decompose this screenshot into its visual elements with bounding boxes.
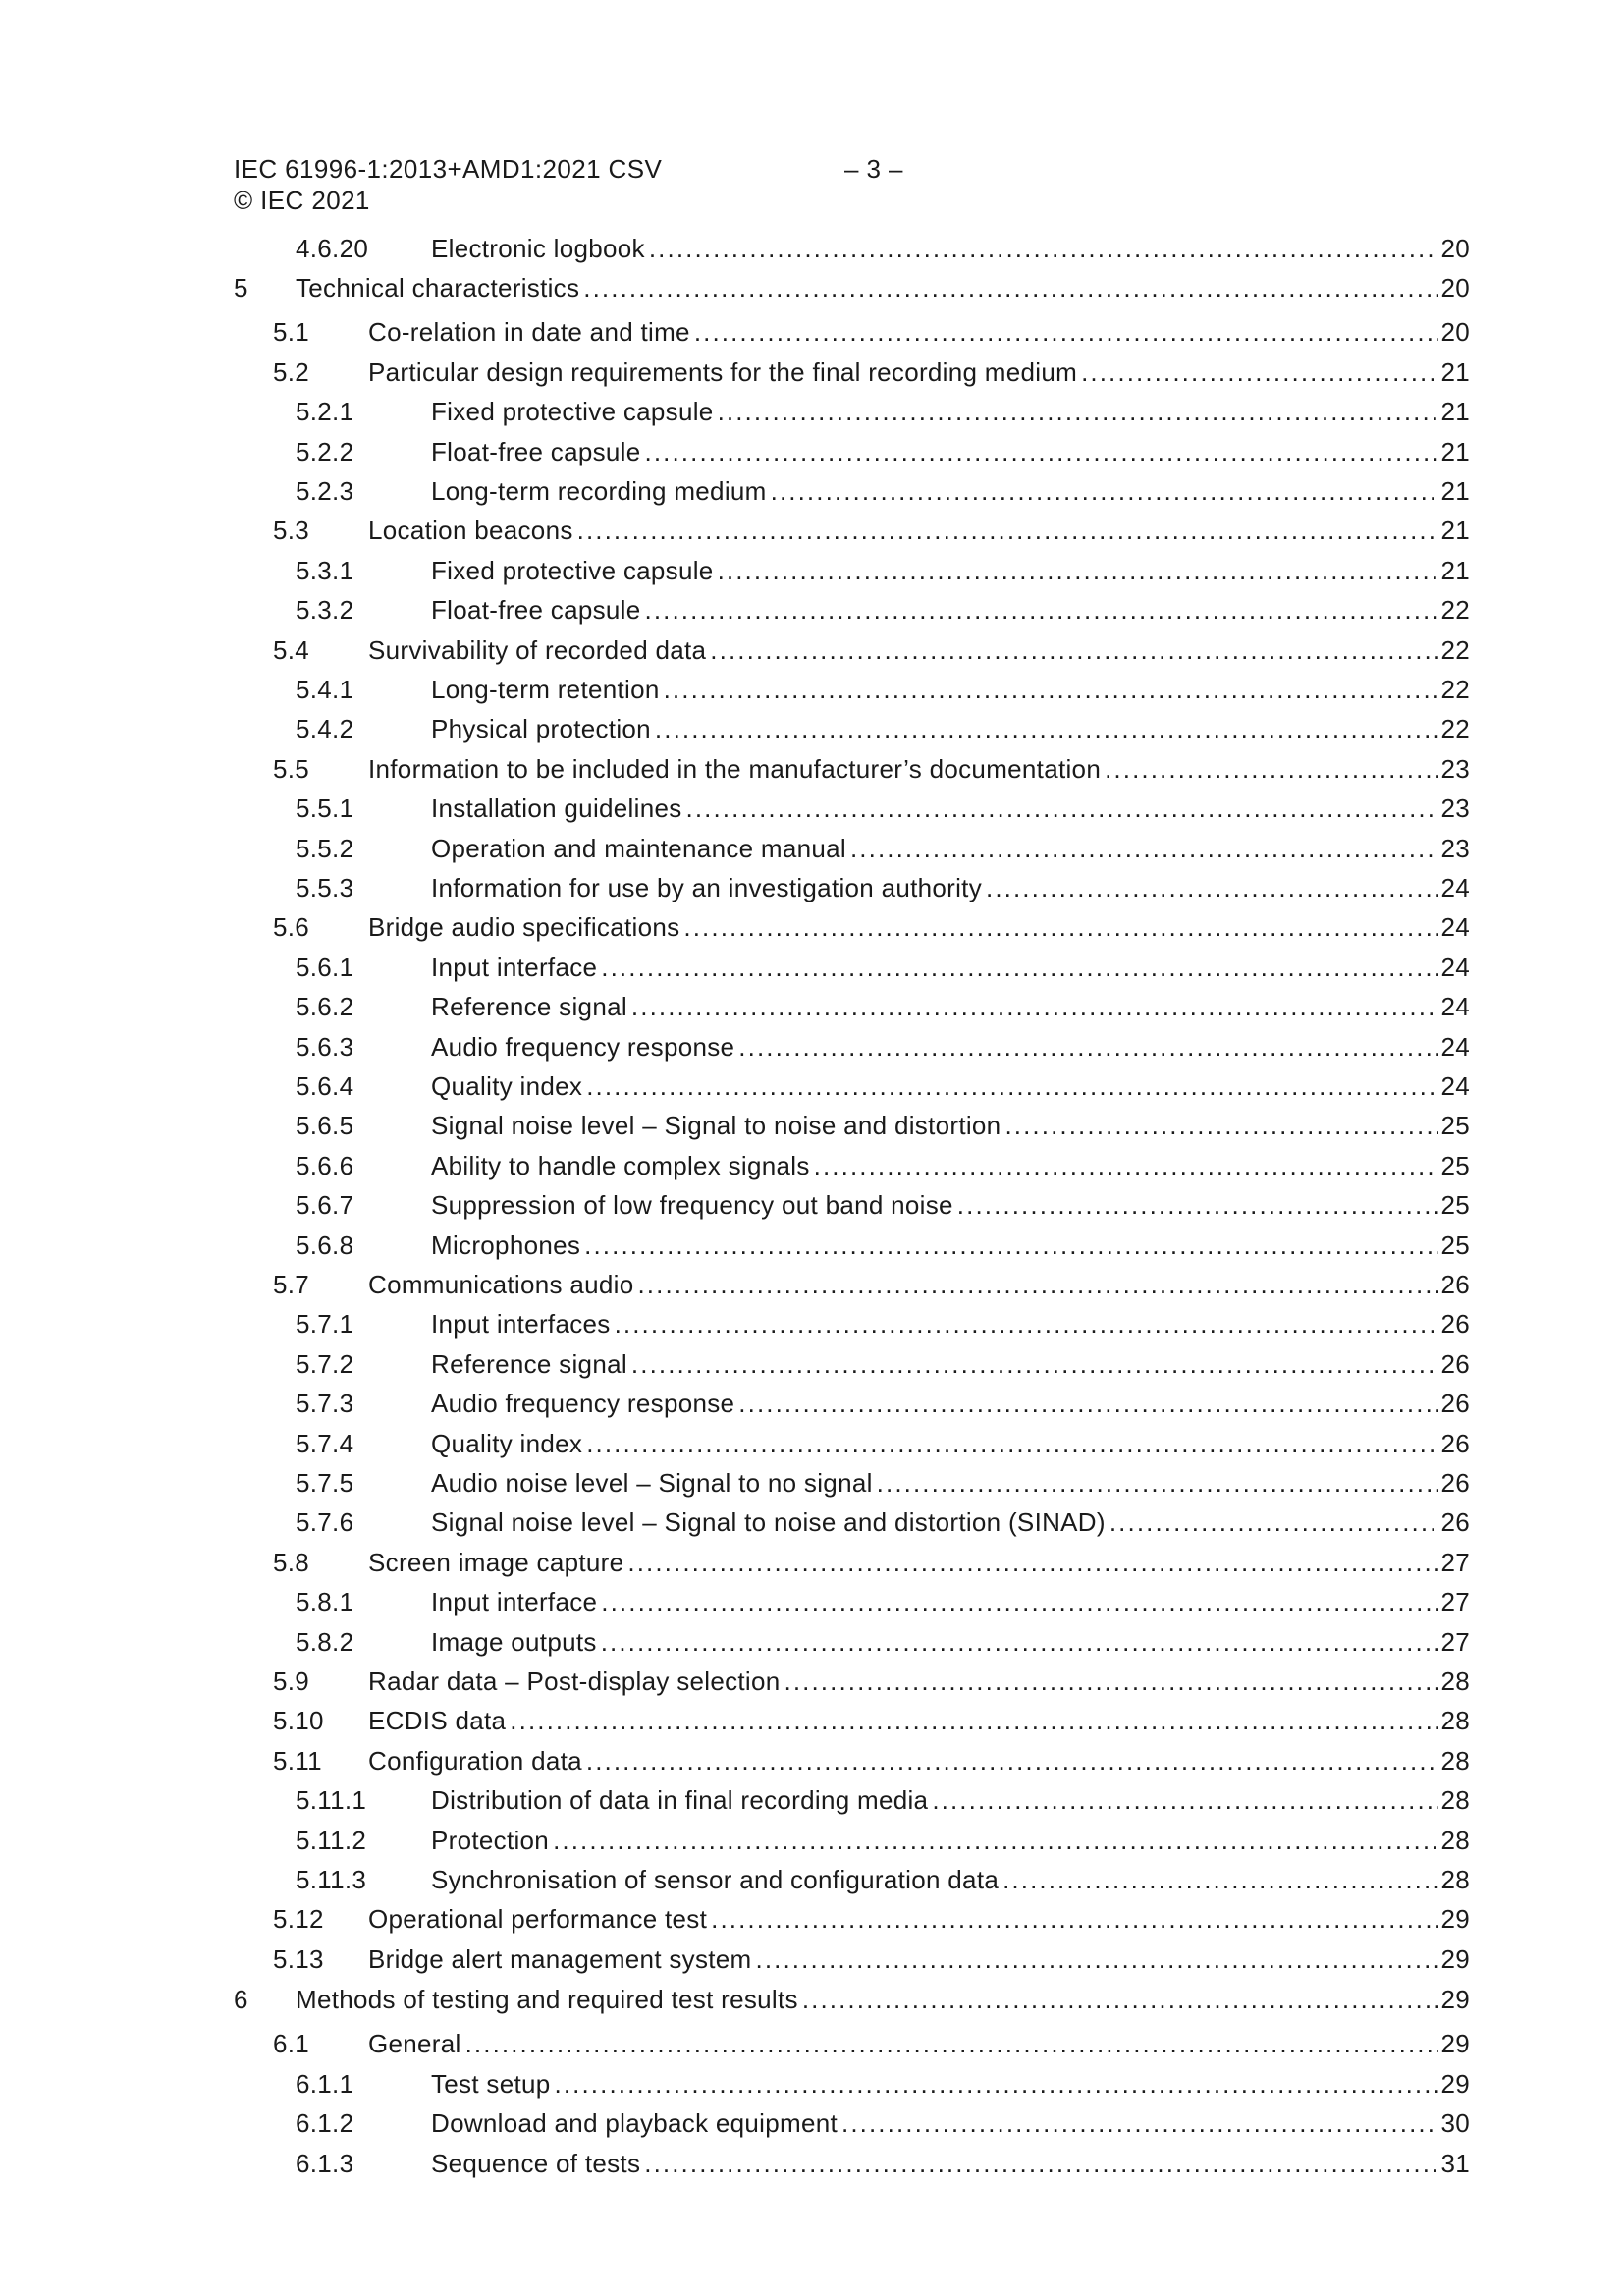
toc-entry-page: 24 xyxy=(1440,952,1470,982)
dot-leader xyxy=(577,511,1439,550)
toc-entry-page: 27 xyxy=(1440,1587,1470,1617)
toc-entry-number: 5 xyxy=(234,273,248,303)
toc-entry-number: 5.2.1 xyxy=(296,397,354,427)
toc-entry-title: Bridge audio specifications xyxy=(368,912,680,943)
toc-entry-line xyxy=(296,1980,1470,2019)
toc-entry-number: 5.2.3 xyxy=(296,476,354,506)
toc-entry-page: 20 xyxy=(1440,317,1470,348)
toc-entry-line xyxy=(431,1146,1470,1185)
toc-entry-line xyxy=(368,1662,1470,1701)
dot-leader xyxy=(694,312,1439,352)
dot-leader xyxy=(738,1384,1438,1423)
toc-entry-page: 26 xyxy=(1440,1309,1470,1339)
dot-leader xyxy=(555,2064,1439,2104)
toc-entry-page: 29 xyxy=(1440,2068,1470,2099)
toc-entry-line xyxy=(368,312,1470,352)
toc-entry-line xyxy=(431,1463,1470,1503)
toc-entry-line xyxy=(368,907,1470,947)
toc-entry-title: Quality index xyxy=(431,1071,583,1101)
toc-entry-number: 5.1 xyxy=(273,317,310,348)
toc-entry-line xyxy=(368,511,1470,550)
toc-entry-number: 5.7.6 xyxy=(296,1507,354,1538)
toc-entry-line xyxy=(431,670,1470,709)
toc-entry-number: 5.9 xyxy=(273,1667,310,1696)
toc-entry-line xyxy=(431,1780,1470,1820)
toc-entry-title: Distribution of data in final recording media xyxy=(431,1785,929,1816)
toc-entry-title: Long-term recording medium xyxy=(431,476,767,506)
toc-entry-title: Operational performance test xyxy=(368,1904,708,1935)
toc-entry-title: Survivability of recorded data xyxy=(368,634,707,665)
toc-entry-title: Suppression of low frequency out band noise xyxy=(431,1190,953,1221)
toc-entry-line xyxy=(431,948,1470,987)
toc-entry-page: 24 xyxy=(1440,992,1470,1022)
toc-entry-title: Microphones xyxy=(431,1230,581,1260)
toc-entry-page: 22 xyxy=(1440,714,1470,744)
toc-entry-page: 29 xyxy=(1440,1985,1470,2015)
toc-entry-page: 21 xyxy=(1440,555,1470,585)
toc-entry-title: Installation guidelines xyxy=(431,793,682,824)
toc-entry-number: 5.3.1 xyxy=(296,555,354,585)
dot-leader xyxy=(586,1066,1438,1106)
dot-leader xyxy=(986,868,1438,907)
toc-entry-title: ECDIS data xyxy=(368,1706,507,1736)
toc-entry-page: 28 xyxy=(1440,1785,1470,1816)
dot-leader xyxy=(601,1582,1438,1621)
toc-entry-page: 29 xyxy=(1440,1943,1470,1974)
toc-entry-page: 26 xyxy=(1440,1270,1470,1299)
toc-entry-line xyxy=(368,1265,1470,1304)
toc-entry-page: 27 xyxy=(1440,1547,1470,1577)
toc-entry-page: 26 xyxy=(1440,1468,1470,1498)
dot-leader xyxy=(718,392,1439,431)
dot-leader xyxy=(1081,353,1438,392)
dot-leader xyxy=(710,630,1438,670)
dot-leader xyxy=(957,1185,1439,1225)
toc-entry-page: 28 xyxy=(1440,1667,1470,1696)
toc-entry-title: General xyxy=(368,2029,461,2059)
dot-leader xyxy=(583,268,1438,307)
dot-leader xyxy=(637,1265,1438,1304)
page-header xyxy=(234,153,903,216)
toc-entry-page: 26 xyxy=(1440,1507,1470,1538)
toc-entry-line xyxy=(368,1701,1470,1740)
toc-entry-line xyxy=(368,353,1470,392)
toc-entry-number: 5.4.1 xyxy=(296,675,354,704)
dot-leader xyxy=(586,1741,1439,1780)
toc-entry-number: 5.6.8 xyxy=(296,1230,354,1260)
toc-entry-title: Audio noise level – Signal to no signal xyxy=(431,1468,873,1498)
toc-entry-number: 5.11.1 xyxy=(296,1785,367,1816)
dot-leader xyxy=(601,1622,1439,1662)
dot-leader xyxy=(644,2144,1438,2183)
toc-entry-line xyxy=(431,789,1470,828)
dot-leader xyxy=(711,1899,1438,1939)
toc-entry-number: 5.11.3 xyxy=(296,1865,367,1894)
toc-entry-page: 31 xyxy=(1440,2148,1470,2178)
toc-entry-line xyxy=(431,1503,1470,1542)
toc-entry-title: Input interfaces xyxy=(431,1309,611,1339)
toc-entry-number: 5.13 xyxy=(273,1943,324,1974)
toc-entry-number: 5.5.3 xyxy=(296,873,354,902)
toc-entry-line xyxy=(431,1344,1470,1384)
toc-entry-page: 26 xyxy=(1440,1428,1470,1458)
toc-entry-line xyxy=(368,1543,1470,1582)
toc-entry-line xyxy=(431,1384,1470,1423)
toc-entry-title: Operation and maintenance manual xyxy=(431,833,846,863)
toc-entry-title: Information to be included in the manufacturer’s documentation xyxy=(368,753,1102,784)
toc-entry-line xyxy=(296,268,1470,307)
toc-entry-title: Download and playback equipment xyxy=(431,2108,839,2139)
toc-entry-number: 5.7.5 xyxy=(296,1468,354,1498)
toc-entry-title: Audio frequency response xyxy=(431,1389,735,1419)
toc-entry-page: 22 xyxy=(1440,595,1470,626)
toc-entry-line xyxy=(431,590,1470,629)
toc-entry-line xyxy=(431,229,1470,268)
toc-entry-number: 5.5.1 xyxy=(296,793,354,824)
copyright-notice: © IEC 2021 xyxy=(234,186,370,215)
toc-entry-number: 5.3.2 xyxy=(296,595,354,626)
toc-entry-line xyxy=(431,1226,1470,1265)
toc-entry-line xyxy=(431,2064,1470,2104)
toc-entry-page: 20 xyxy=(1440,234,1470,263)
toc-entry-line xyxy=(431,868,1470,907)
toc-entry-number: 5.6 xyxy=(273,912,310,943)
toc-entry-number: 5.8.1 xyxy=(296,1587,354,1617)
toc-entry-line xyxy=(431,1106,1470,1145)
toc-entry-page: 21 xyxy=(1440,397,1470,427)
toc-entry-number: 5.2 xyxy=(273,356,310,387)
toc-entry-page: 22 xyxy=(1440,675,1470,704)
toc-entry-title: Synchronisation of sensor and configuration data xyxy=(431,1865,1000,1894)
dot-leader xyxy=(850,829,1438,868)
toc-entry-page: 21 xyxy=(1440,476,1470,506)
toc-entry-page: 25 xyxy=(1440,1190,1470,1221)
dot-leader xyxy=(553,1821,1438,1860)
toc-entry-title: Configuration data xyxy=(368,1745,582,1776)
toc-entry-title: Co-relation in date and time xyxy=(368,317,690,348)
toc-entry-title: Fixed protective capsule xyxy=(431,397,714,427)
toc-entry-title: Audio frequency response xyxy=(431,1031,735,1062)
toc-entry-title: Location beacons xyxy=(368,516,573,546)
toc-entry-title: Protection xyxy=(431,1825,550,1855)
dot-leader xyxy=(584,1226,1438,1265)
toc-entry-title: Image outputs xyxy=(431,1626,597,1657)
toc-entry-page: 25 xyxy=(1440,1150,1470,1180)
toc-entry-line xyxy=(431,1821,1470,1860)
dot-leader xyxy=(645,432,1439,471)
dot-leader xyxy=(932,1780,1438,1820)
toc-entry-page: 27 xyxy=(1440,1626,1470,1657)
dot-leader xyxy=(645,590,1439,629)
toc-entry-line xyxy=(431,432,1470,471)
dot-leader xyxy=(784,1662,1439,1701)
toc-entry-number: 6.1 xyxy=(273,2029,310,2059)
dot-leader xyxy=(814,1146,1439,1185)
toc-entry-number: 5.11.2 xyxy=(296,1825,367,1855)
toc-entry-number: 6.1.3 xyxy=(296,2148,354,2178)
dot-leader xyxy=(664,670,1439,709)
toc-entry-line xyxy=(368,1899,1470,1939)
toc-entry-line xyxy=(368,1741,1470,1780)
toc-entry-line xyxy=(431,829,1470,868)
toc-entry-page: 23 xyxy=(1440,833,1470,863)
toc-entry-number: 5.10 xyxy=(273,1706,324,1736)
toc-entry-line xyxy=(368,1940,1470,1979)
toc-entry-line xyxy=(368,630,1470,670)
document-id: IEC 61996-1:2013+AMD1:2021 CSV xyxy=(234,154,663,184)
toc-entry-page: 20 xyxy=(1440,273,1470,303)
toc-entry-line xyxy=(431,987,1470,1026)
toc-entry-title: Quality index xyxy=(431,1428,583,1458)
toc-entry-page: 21 xyxy=(1440,356,1470,387)
toc-entry-title: Float-free capsule xyxy=(431,595,641,626)
toc-entry-page: 30 xyxy=(1440,2108,1470,2139)
toc-entry-number: 5.6.5 xyxy=(296,1111,354,1141)
toc-entry-title: Physical protection xyxy=(431,714,651,744)
toc-entry-line xyxy=(431,392,1470,431)
toc-entry-line xyxy=(431,1622,1470,1662)
dot-leader xyxy=(686,789,1439,828)
dot-leader xyxy=(627,1543,1438,1582)
dot-leader xyxy=(615,1304,1439,1343)
toc-entry-line xyxy=(431,1582,1470,1621)
dot-leader xyxy=(465,2024,1439,2063)
dot-leader xyxy=(683,907,1438,947)
dot-leader xyxy=(601,948,1438,987)
toc-entry-title: Bridge alert management system xyxy=(368,1943,752,1974)
toc-entry-line xyxy=(431,1066,1470,1106)
dot-leader xyxy=(756,1940,1439,1979)
toc-entry-number: 4.6.20 xyxy=(296,234,369,263)
toc-entry-page: 29 xyxy=(1440,1904,1470,1935)
toc-entry-number: 5.7.4 xyxy=(296,1428,354,1458)
toc-entry-page: 21 xyxy=(1440,516,1470,546)
toc-entry-title: Particular design requirements for the final recording medium xyxy=(368,356,1078,387)
toc-entry-title: Radar data – Post-display selection xyxy=(368,1667,781,1696)
toc-entry-number: 5.6.3 xyxy=(296,1031,354,1062)
toc-entry-page: 24 xyxy=(1440,873,1470,902)
toc-entry-line xyxy=(431,1027,1470,1066)
toc-entry-number: 5.5.2 xyxy=(296,833,354,863)
toc-entry-line xyxy=(431,471,1470,511)
toc-entry-number: 6.1.1 xyxy=(296,2068,354,2099)
toc-entry-title: Fixed protective capsule xyxy=(431,555,714,585)
toc-entry-page: 25 xyxy=(1440,1111,1470,1141)
toc-entry-title: Signal noise level – Signal to noise and distortion (SINAD) xyxy=(431,1507,1106,1538)
toc-entry-line xyxy=(431,1860,1470,1899)
toc-entry-title: Ability to handle complex signals xyxy=(431,1150,810,1180)
toc-entry-page: 22 xyxy=(1440,634,1470,665)
toc-entry-number: 5.7.1 xyxy=(296,1309,354,1339)
toc-entry-title: Input interface xyxy=(431,1587,598,1617)
toc-entry-page: 23 xyxy=(1440,793,1470,824)
toc-entry-page: 21 xyxy=(1440,436,1470,466)
toc-entry-number: 5.6.2 xyxy=(296,992,354,1022)
toc-entry-title: Float-free capsule xyxy=(431,436,641,466)
toc-entry-title: Methods of testing and required test results xyxy=(296,1985,798,2015)
toc-entry-line xyxy=(431,1185,1470,1225)
toc-entry-number: 5.8.2 xyxy=(296,1626,354,1657)
toc-entry-number: 5.12 xyxy=(273,1904,324,1935)
dot-leader xyxy=(1004,1106,1438,1145)
toc-entry-title: Screen image capture xyxy=(368,1547,624,1577)
toc-entry-number: 5.2.2 xyxy=(296,436,354,466)
dot-leader xyxy=(718,551,1439,590)
toc-entry-page: 24 xyxy=(1440,1031,1470,1062)
toc-entry-title: Signal noise level – Signal to noise and distortion xyxy=(431,1111,1001,1141)
dot-leader xyxy=(649,229,1439,268)
toc-entry-number: 6 xyxy=(234,1985,248,2015)
dot-leader xyxy=(631,1344,1439,1384)
toc-entry-page: 23 xyxy=(1440,753,1470,784)
toc-entry-title: Long-term retention xyxy=(431,675,660,704)
toc-entry-page: 25 xyxy=(1440,1230,1470,1260)
toc-entry-number: 5.7.2 xyxy=(296,1348,354,1379)
toc-entry-page: 24 xyxy=(1440,912,1470,943)
toc-entry-number: 5.8 xyxy=(273,1547,310,1577)
toc-entry-line xyxy=(431,2144,1470,2183)
toc-entry-title: Reference signal xyxy=(431,992,627,1022)
dot-leader xyxy=(738,1027,1438,1066)
toc-entry-title: Information for use by an investigation authority xyxy=(431,873,983,902)
toc-entry-title: Input interface xyxy=(431,952,598,982)
dot-leader xyxy=(802,1980,1439,2019)
dot-leader xyxy=(1109,1503,1439,1542)
toc-entry-page: 29 xyxy=(1440,2029,1470,2059)
toc-entry-page: 28 xyxy=(1440,1825,1470,1855)
dot-leader xyxy=(841,2104,1438,2143)
page-number: – 3 – xyxy=(844,154,903,184)
toc-entry-title: Reference signal xyxy=(431,1348,627,1379)
toc-entry-number: 5.3 xyxy=(273,516,310,546)
toc-entry-title: Technical characteristics xyxy=(296,273,580,303)
toc-entry-number: 5.4 xyxy=(273,634,310,665)
toc-entry-number: 5.11 xyxy=(273,1745,322,1776)
dot-leader xyxy=(877,1463,1439,1503)
toc-entry-page: 28 xyxy=(1440,1745,1470,1776)
toc-entry-title: Sequence of tests xyxy=(431,2148,641,2178)
toc-entry-number: 5.6.1 xyxy=(296,952,354,982)
dot-leader xyxy=(1105,749,1438,789)
toc-entry-number: 5.5 xyxy=(273,753,310,784)
toc-entry-line xyxy=(368,2024,1470,2063)
toc-entry-title: Test setup xyxy=(431,2068,551,2099)
toc-entry-number: 5.4.2 xyxy=(296,714,354,744)
toc-entry-line xyxy=(431,709,1470,748)
toc-entry-page: 26 xyxy=(1440,1389,1470,1419)
toc-entry-title: Electronic logbook xyxy=(431,234,645,263)
dot-leader xyxy=(631,987,1439,1026)
toc-entry-page: 28 xyxy=(1440,1865,1470,1894)
toc-entry-page: 26 xyxy=(1440,1348,1470,1379)
toc-entry-number: 5.7 xyxy=(273,1270,310,1299)
dot-leader xyxy=(510,1701,1438,1740)
toc-entry-title: Communications audio xyxy=(368,1270,634,1299)
toc-entry-line xyxy=(431,551,1470,590)
toc-entry-number: 5.6.6 xyxy=(296,1150,354,1180)
toc-entry-line xyxy=(368,749,1470,789)
toc-entry-number: 6.1.2 xyxy=(296,2108,354,2139)
toc-entry-page: 24 xyxy=(1440,1071,1470,1101)
toc-entry-number: 5.7.3 xyxy=(296,1389,354,1419)
dot-leader xyxy=(1002,1860,1438,1899)
toc-entry-page: 28 xyxy=(1440,1706,1470,1736)
toc-entry-line xyxy=(431,2104,1470,2143)
toc-entry-number: 5.6.4 xyxy=(296,1071,354,1101)
toc-entry-number: 5.6.7 xyxy=(296,1190,354,1221)
toc-entry-line xyxy=(431,1424,1470,1463)
dot-leader xyxy=(655,709,1439,748)
toc-entry-line xyxy=(431,1304,1470,1343)
dot-leader xyxy=(771,471,1439,511)
dot-leader xyxy=(586,1424,1438,1463)
